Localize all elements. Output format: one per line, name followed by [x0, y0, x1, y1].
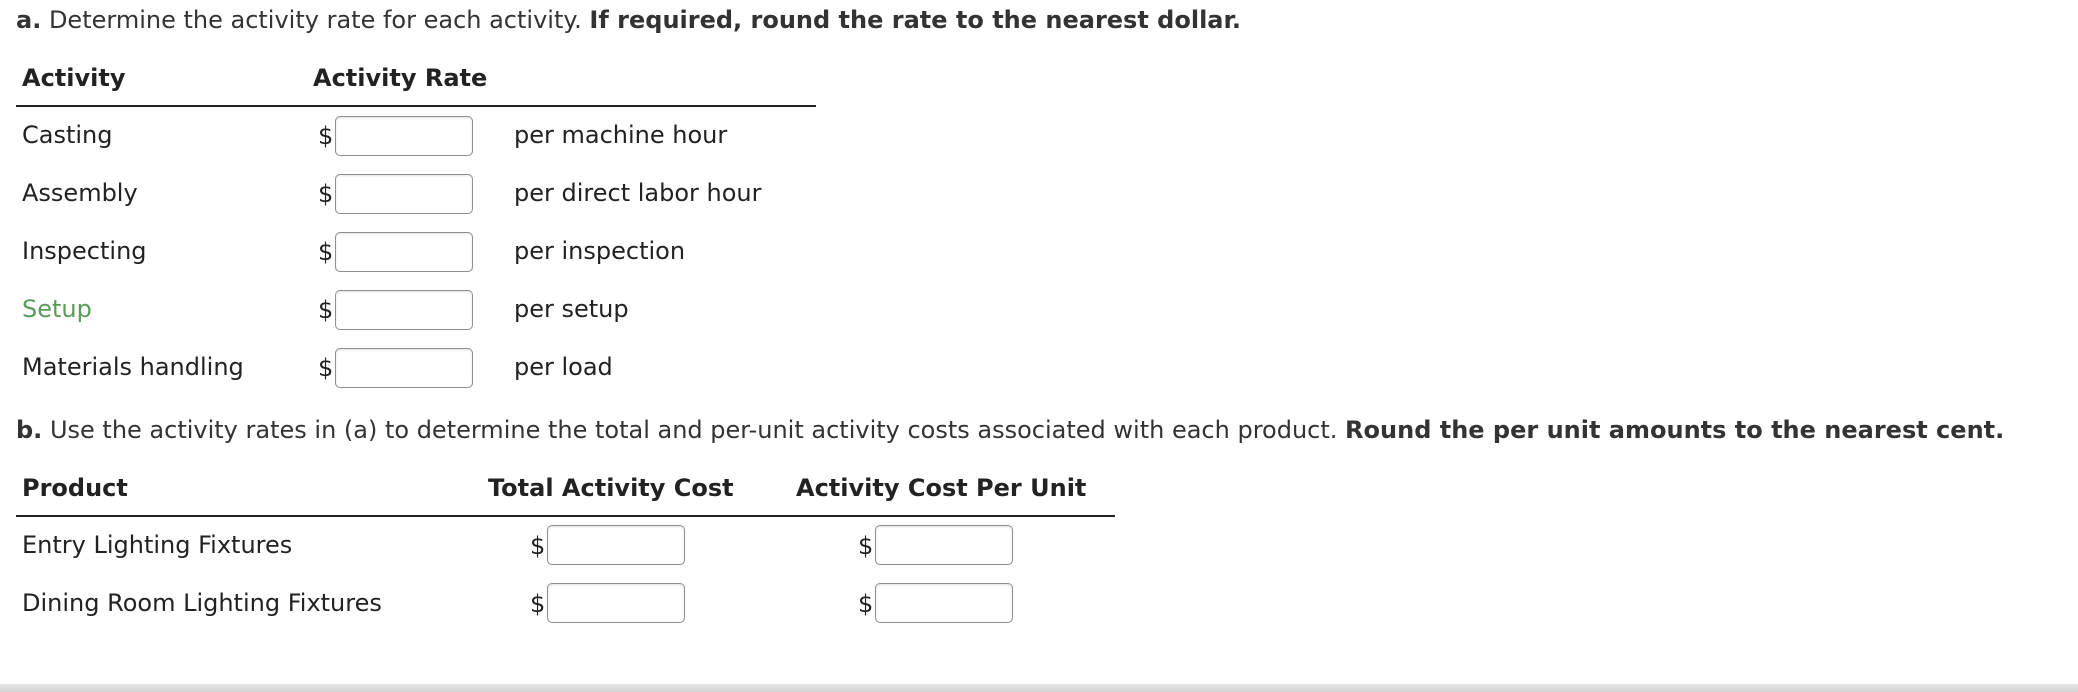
casting-rate-input[interactable] — [335, 116, 473, 156]
activity-label-casting: Casting — [22, 121, 113, 149]
activity-rate-column-header: Activity Rate — [313, 64, 488, 92]
inspecting-rate-input[interactable] — [335, 232, 473, 272]
dollar-sign: $ — [530, 590, 546, 618]
dollar-sign: $ — [318, 238, 334, 266]
product-label-dining-room-lighting-fixtures: Dining Room Lighting Fixtures — [22, 589, 382, 617]
inspecting-unit-label: per inspection — [514, 237, 686, 265]
part-b-text: Use the activity rates in (a) to determine the total and per-unit activity costs associated with each product. — [49, 416, 1338, 444]
setup-rate-input[interactable] — [335, 290, 473, 330]
part-b-header-rule — [16, 515, 1115, 517]
part-b-instruction — [16, 416, 2004, 444]
dining-cost-per-unit-input[interactable] — [875, 583, 1013, 623]
part-a-instruction — [16, 6, 1241, 34]
bottom-scroll-edge — [0, 684, 2078, 692]
assembly-rate-input[interactable] — [335, 174, 473, 214]
product-column-header: Product — [22, 474, 128, 502]
activity-label-inspecting: Inspecting — [22, 237, 147, 265]
activity-label-setup: Setup — [22, 295, 92, 323]
dining-total-cost-input[interactable] — [547, 583, 685, 623]
dollar-sign: $ — [318, 122, 334, 150]
assembly-unit-label: per direct labor hour — [514, 179, 762, 207]
dollar-sign: $ — [530, 532, 546, 560]
activity-label-materials-handling: Materials handling — [22, 353, 244, 381]
casting-unit-label: per machine hour — [514, 121, 728, 149]
dollar-sign: $ — [318, 296, 334, 324]
total-activity-cost-column-header: Total Activity Cost — [488, 474, 734, 502]
part-a-header-rule — [16, 105, 816, 107]
entry-total-cost-input[interactable] — [547, 525, 685, 565]
part-b-letter: b. — [16, 416, 43, 444]
entry-cost-per-unit-input[interactable] — [875, 525, 1013, 565]
dollar-sign: $ — [858, 532, 874, 560]
dollar-sign: $ — [858, 590, 874, 618]
materials-handling-unit-label: per load — [514, 353, 613, 381]
product-label-entry-lighting-fixtures: Entry Lighting Fixtures — [22, 531, 293, 559]
activity-label-assembly: Assembly — [22, 179, 138, 207]
part-a-requirement: If required, round the rate to the nearest dollar. — [589, 6, 1242, 34]
materials-handling-rate-input[interactable] — [335, 348, 473, 388]
activity-cost-per-unit-column-header: Activity Cost Per Unit — [796, 474, 1087, 502]
part-a-text: Determine the activity rate for each activity. — [48, 6, 582, 34]
dollar-sign: $ — [318, 354, 334, 382]
dollar-sign: $ — [318, 180, 334, 208]
activity-column-header: Activity — [22, 64, 126, 92]
setup-unit-label: per setup — [514, 295, 629, 323]
part-a-letter: a. — [16, 6, 42, 34]
part-b-requirement: Round the per unit amounts to the nearest cent. — [1345, 416, 2005, 444]
